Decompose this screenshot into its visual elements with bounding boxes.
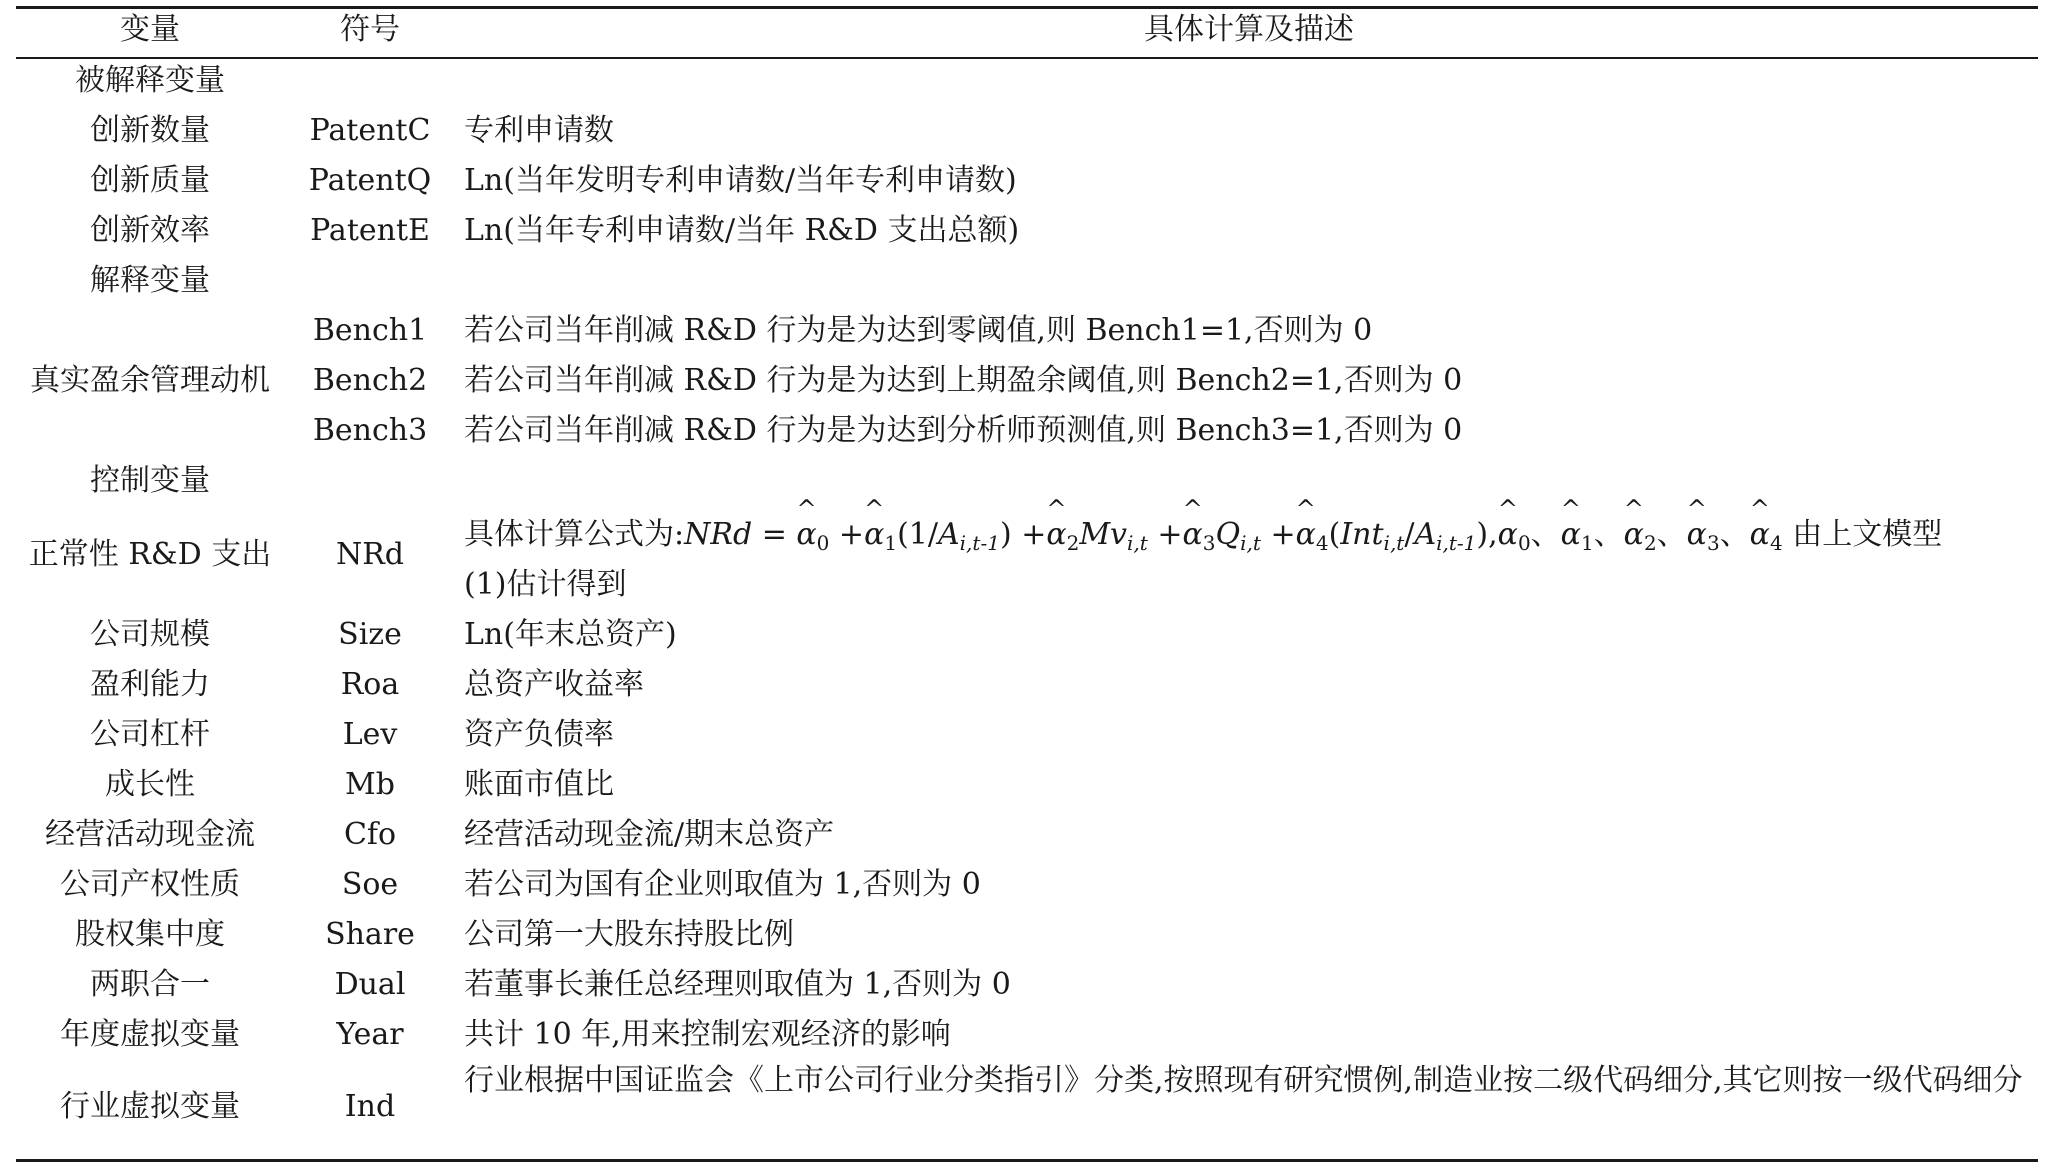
alpha-hat-3: ^ α [1182,495,1203,552]
row-symbol: PatentE [310,213,430,248]
row-var: 公司规模 [90,617,210,652]
row-desc: 经营活动现金流/期末总资产 [464,817,835,852]
header-symbol: 符号 [340,12,400,47]
row-symbol: Soe [341,867,399,902]
row-symbol: NRd [335,537,405,572]
row-symbol: Bench1 [312,313,428,348]
row-desc: 若公司当年削减 R&D 行为是为达到零阈值,则 Bench1=1,否则为 0 [464,313,1373,348]
formula-lhs: NRd [684,517,753,552]
row-desc: 总资产收益率 [464,667,644,702]
row-symbol: Bench2 [312,363,428,398]
row-var: 行业虚拟变量 [60,1089,240,1124]
header-description: 具体计算及描述 [1144,12,1354,47]
formula-eq: = [752,517,797,552]
formula-line-2: (1)估计得到 [464,567,627,602]
alpha-hat-4: ^ α [1295,495,1316,552]
row-desc: 资产负债率 [464,717,614,752]
row-desc: 行业根据中国证监会《上市公司行业分类指引》分类,按照现有研究惯例,制造业按二级代码细分,其它则按一级代码细分 [464,1063,2023,1098]
row-symbol: Lev [342,717,398,752]
formula-prefix: 具体计算公式为: [464,517,685,552]
row-symbol: Bench3 [312,413,428,448]
row-symbol: PatentC [309,113,431,148]
row-desc: 若公司当年削减 R&D 行为是为达到分析师预测值,则 Bench3=1,否则为 0 [464,413,1463,448]
row-desc: 若董事长兼任总经理则取值为 1,否则为 0 [464,967,1011,1002]
row-desc: 若公司当年削减 R&D 行为是为达到上期盈余阈值,则 Bench2=1,否则为 0 [464,363,1463,398]
row-symbol: Year [336,1017,404,1052]
alpha-hat-1: ^ α [864,495,885,552]
row-var: 经营活动现金流 [45,817,255,852]
merged-rem-motive: 真实盈余管理动机 [30,363,270,398]
row-desc: 共计 10 年,用来控制宏观经济的影响 [464,1017,951,1052]
row-symbol: Share [325,917,415,952]
row-var: 盈利能力 [90,667,210,702]
row-symbol: Dual [334,967,406,1002]
group-explanatory-variables: 解释变量 [90,263,210,298]
row-var: 股权集中度 [75,917,225,952]
row-var: 创新效率 [90,213,210,248]
alpha-hat-0: ^ α [796,495,817,552]
row-symbol: PatentQ [308,163,432,198]
row-symbol: Cfo [343,817,397,852]
row-var: 创新质量 [90,163,210,198]
row-desc: Ln(当年专利申请数/当年 R&D 支出总额) [464,213,1020,248]
table-header-rule [16,57,2038,59]
table-bottom-rule [16,1159,2038,1162]
row-desc: 若公司为国有企业则取值为 1,否则为 0 [464,867,981,902]
row-desc: 账面市值比 [464,767,614,802]
row-var: 公司产权性质 [60,867,240,902]
row-desc: Ln(年末总资产) [464,617,677,652]
row-symbol: Ind [344,1089,396,1124]
group-dependent-variables: 被解释变量 [75,63,225,98]
row-symbol: Mb [345,767,395,802]
alpha-hat-2: ^ α [1046,495,1067,552]
row-symbol: Size [338,617,402,652]
formula-suffix: 由上文模型 [1792,517,1943,552]
row-var: 年度虚拟变量 [60,1017,240,1052]
formula-line: 具体计算公式为:NRd = ^ $\alpha_0$ + ^ $\alpha_1(1/A_{i,t-1})$ + ^ $\alpha_2Mv_{i,t}$ + ^ $\alpha_3Q_{i,t}$ + ^ $\alpha_4(Int_{i,t}/A_{i,t-1})$, ^ $\alpha_0$、 ^ $\alpha_1$、 ^ $\alpha_2$、 ^ $\alpha_3$、 ^ $\alpha_4$ 由上文模型 [464,495,1943,555]
row-desc: 专利申请数 [464,113,614,148]
group-control-variables: 控制变量 [90,463,210,498]
row-symbol: Roa [340,667,400,702]
row-desc: 公司第一大股东持股比例 [464,917,794,952]
row-var: 成长性 [105,767,195,802]
row-var: 公司杠杆 [90,717,210,752]
header-variable: 变量 [120,12,180,47]
row-var: 正常性 R&D 支出 [28,537,272,572]
row-var: 创新数量 [90,113,210,148]
row-var: 两职合一 [90,967,210,1002]
row-desc: Ln(当年发明专利申请数/当年专利申请数) [464,163,1017,198]
